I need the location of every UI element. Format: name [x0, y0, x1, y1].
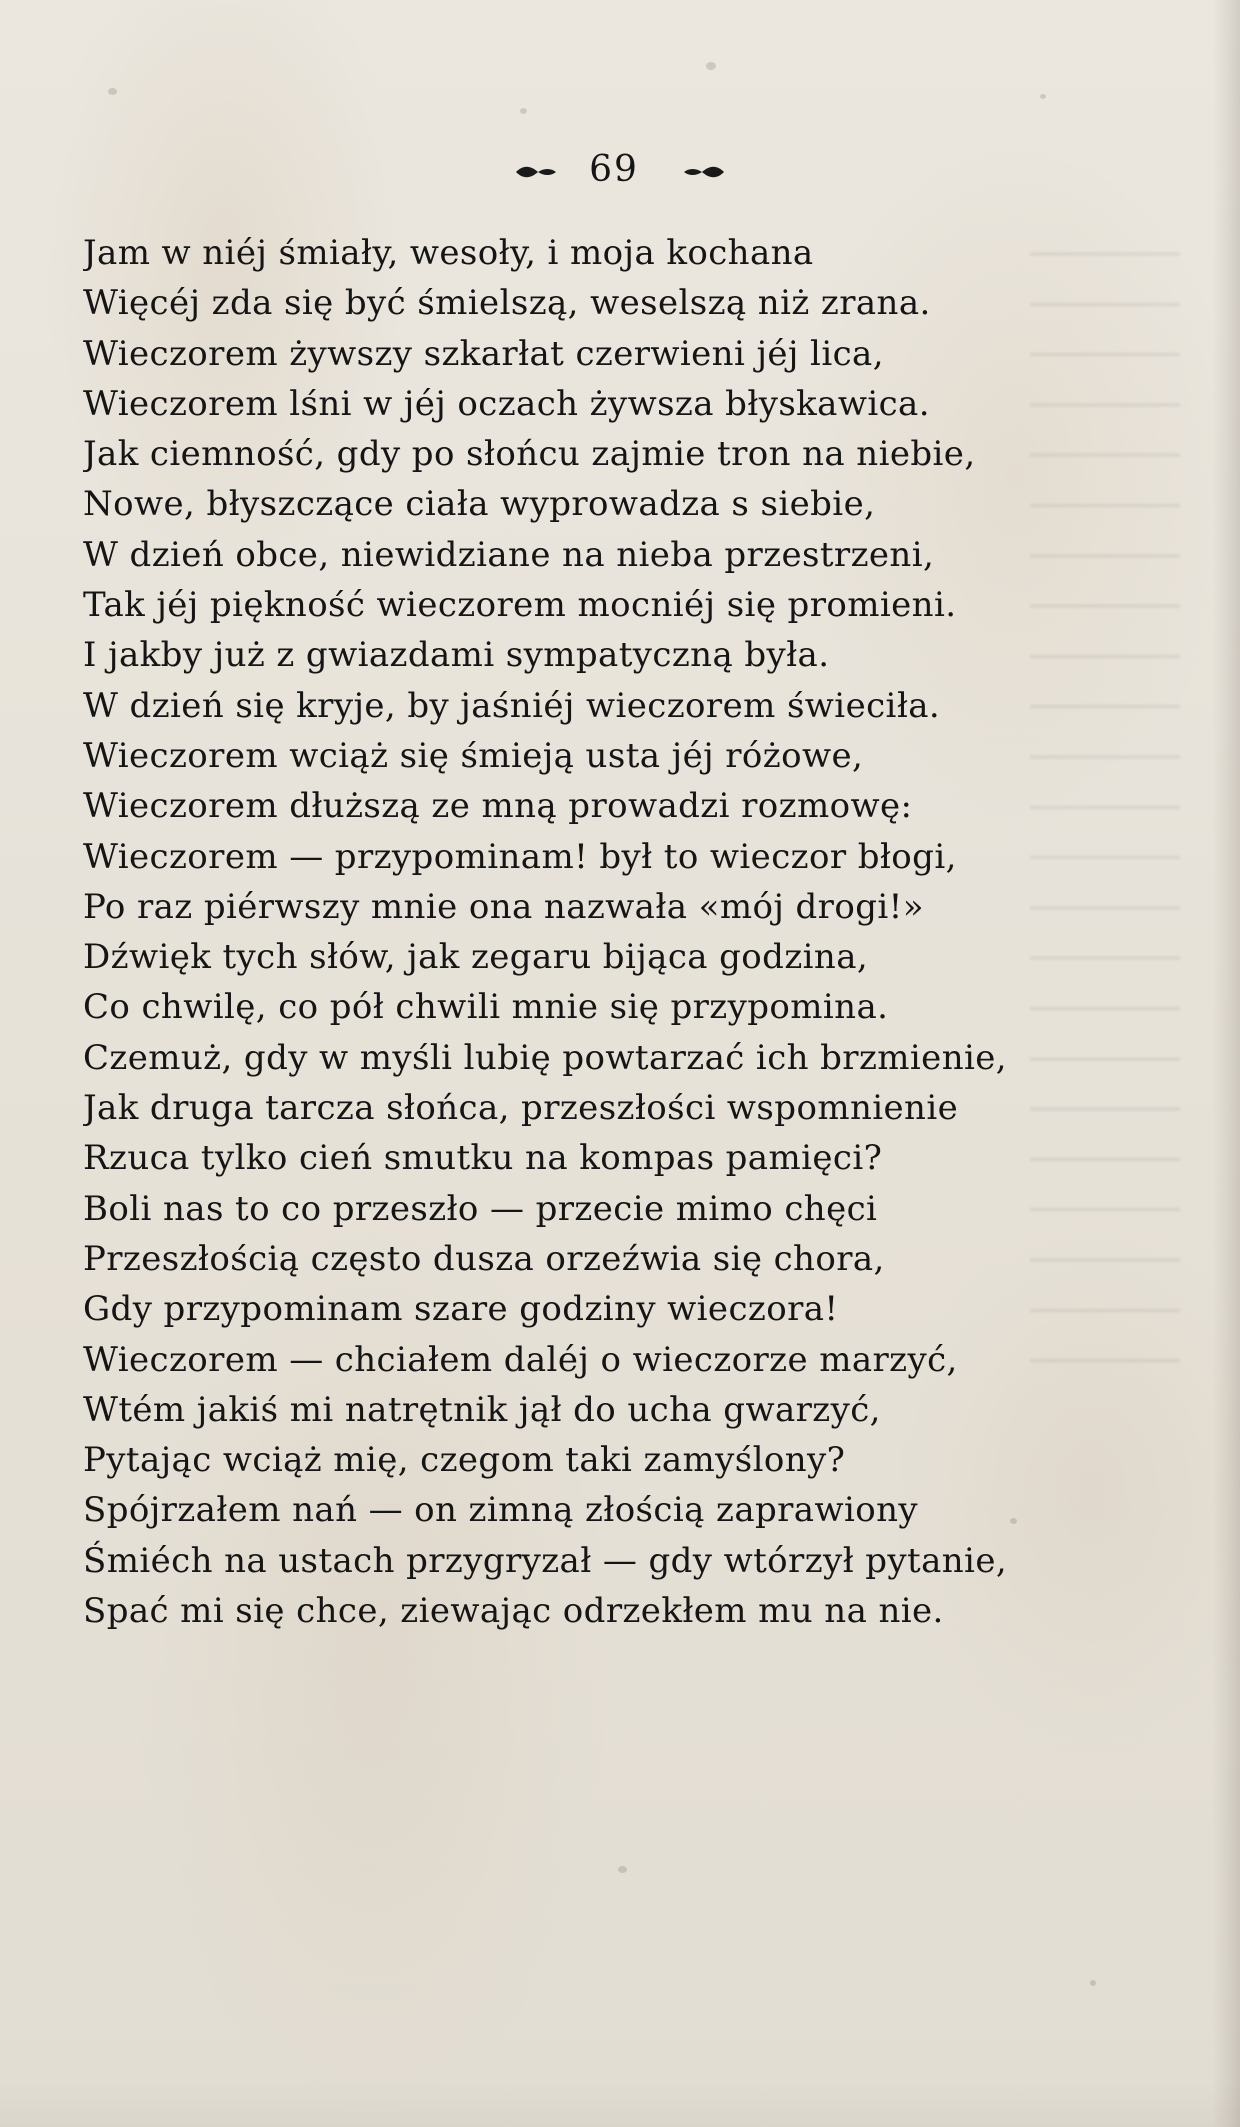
poem-line: Wieczorem — przypominam! był to wieczor błogi,: [83, 836, 957, 877]
page-bottom-shadow: [0, 2079, 1240, 2127]
poem-line: Więcéj zda się być śmielszą, weselszą niż zrana.: [83, 283, 931, 324]
poem-line: Jam w niéj śmiały, wesoły, i moja kochana: [83, 233, 814, 273]
poem-line: Śmiéch na ustach przygryzał — gdy wtórzył pytanie,: [83, 1540, 1008, 1581]
poem-line: Jak druga tarcza słońca, przeszłości wspomnienie: [83, 1088, 959, 1129]
poem-line: Wieczorem lśni w jéj oczach żywsza błyskawica.: [83, 383, 930, 424]
paper-speck: [706, 62, 716, 70]
poem-line: Wtém jakiś mi natrętnik jął do ucha gwarzyć,: [83, 1389, 881, 1430]
poem-line: Jak ciemność, gdy po słońcu zajmie tron na niebie,: [83, 434, 976, 475]
poem-line: W dzień się kryje, by jaśniéj wieczorem świeciła.: [83, 685, 941, 726]
poem-line: Co chwilę, co pół chwili mnie się przypomina.: [83, 987, 889, 1028]
paper-speck: [520, 108, 527, 114]
paper-speck: [108, 88, 117, 95]
poem-line: Gdy przypominam szare godziny wieczora!: [83, 1289, 839, 1330]
poem-line: Dźwięk tych słów, jak zegaru bijąca godzina,: [83, 937, 869, 978]
poem-line: Spójrzałem nań — on zimną złością zaprawiony: [83, 1490, 919, 1531]
poem-line: Wieczorem — chciałem daléj o wieczorze marzyć,: [83, 1339, 958, 1380]
paper-speck: [618, 1866, 627, 1873]
poem-line: Boli nas to co przeszło — przecie mimo chęci: [83, 1188, 878, 1229]
page-number: 69: [589, 149, 639, 190]
poem-line: Pytając wciąż mię, czegom taki zamyślony?: [83, 1440, 846, 1481]
paper-speck: [1090, 1980, 1096, 1986]
left-ornament-icon: [514, 163, 558, 181]
right-ornament-icon: [682, 163, 726, 181]
poem-line: Wieczorem wciąż się śmieją usta jéj różowe,: [83, 735, 864, 776]
poem-line: Przeszłością często dusza orzeźwia się chora,: [83, 1238, 885, 1279]
page-header: [0, 150, 1240, 190]
poem-line: I jakby już z gwiazdami sympatyczną była.: [83, 635, 830, 676]
poem-line: Po raz piérwszy mnie ona nazwała «mój drogi!»: [83, 886, 924, 927]
poem-line: Wieczorem żywszy szkarłat czerwieni jéj lica,: [83, 333, 884, 374]
paper-speck: [1040, 94, 1046, 99]
page-edge-shadow: [1212, 0, 1240, 2127]
poem-line: Czemuż, gdy w myśli lubię powtarzać ich brzmienie,: [83, 1037, 1008, 1078]
poem-line: Wieczorem dłuższą ze mną prowadzi rozmowę:: [83, 786, 913, 827]
poem-line: Tak jéj piękność wieczorem mocniéj się promieni.: [83, 585, 957, 626]
poem-line: Nowe, błyszczące ciała wyprowadza s siebie,: [83, 484, 876, 525]
poem-line: Spać mi się chce, ziewając odrzekłem mu na nie.: [83, 1591, 944, 1632]
poem-line: Rzuca tylko cień smutku na kompas pamięci?: [83, 1138, 883, 1179]
poem-text: [83, 228, 1123, 1636]
poem-line: W dzień obce, niewidziane na nieba przestrzeni,: [83, 534, 935, 575]
